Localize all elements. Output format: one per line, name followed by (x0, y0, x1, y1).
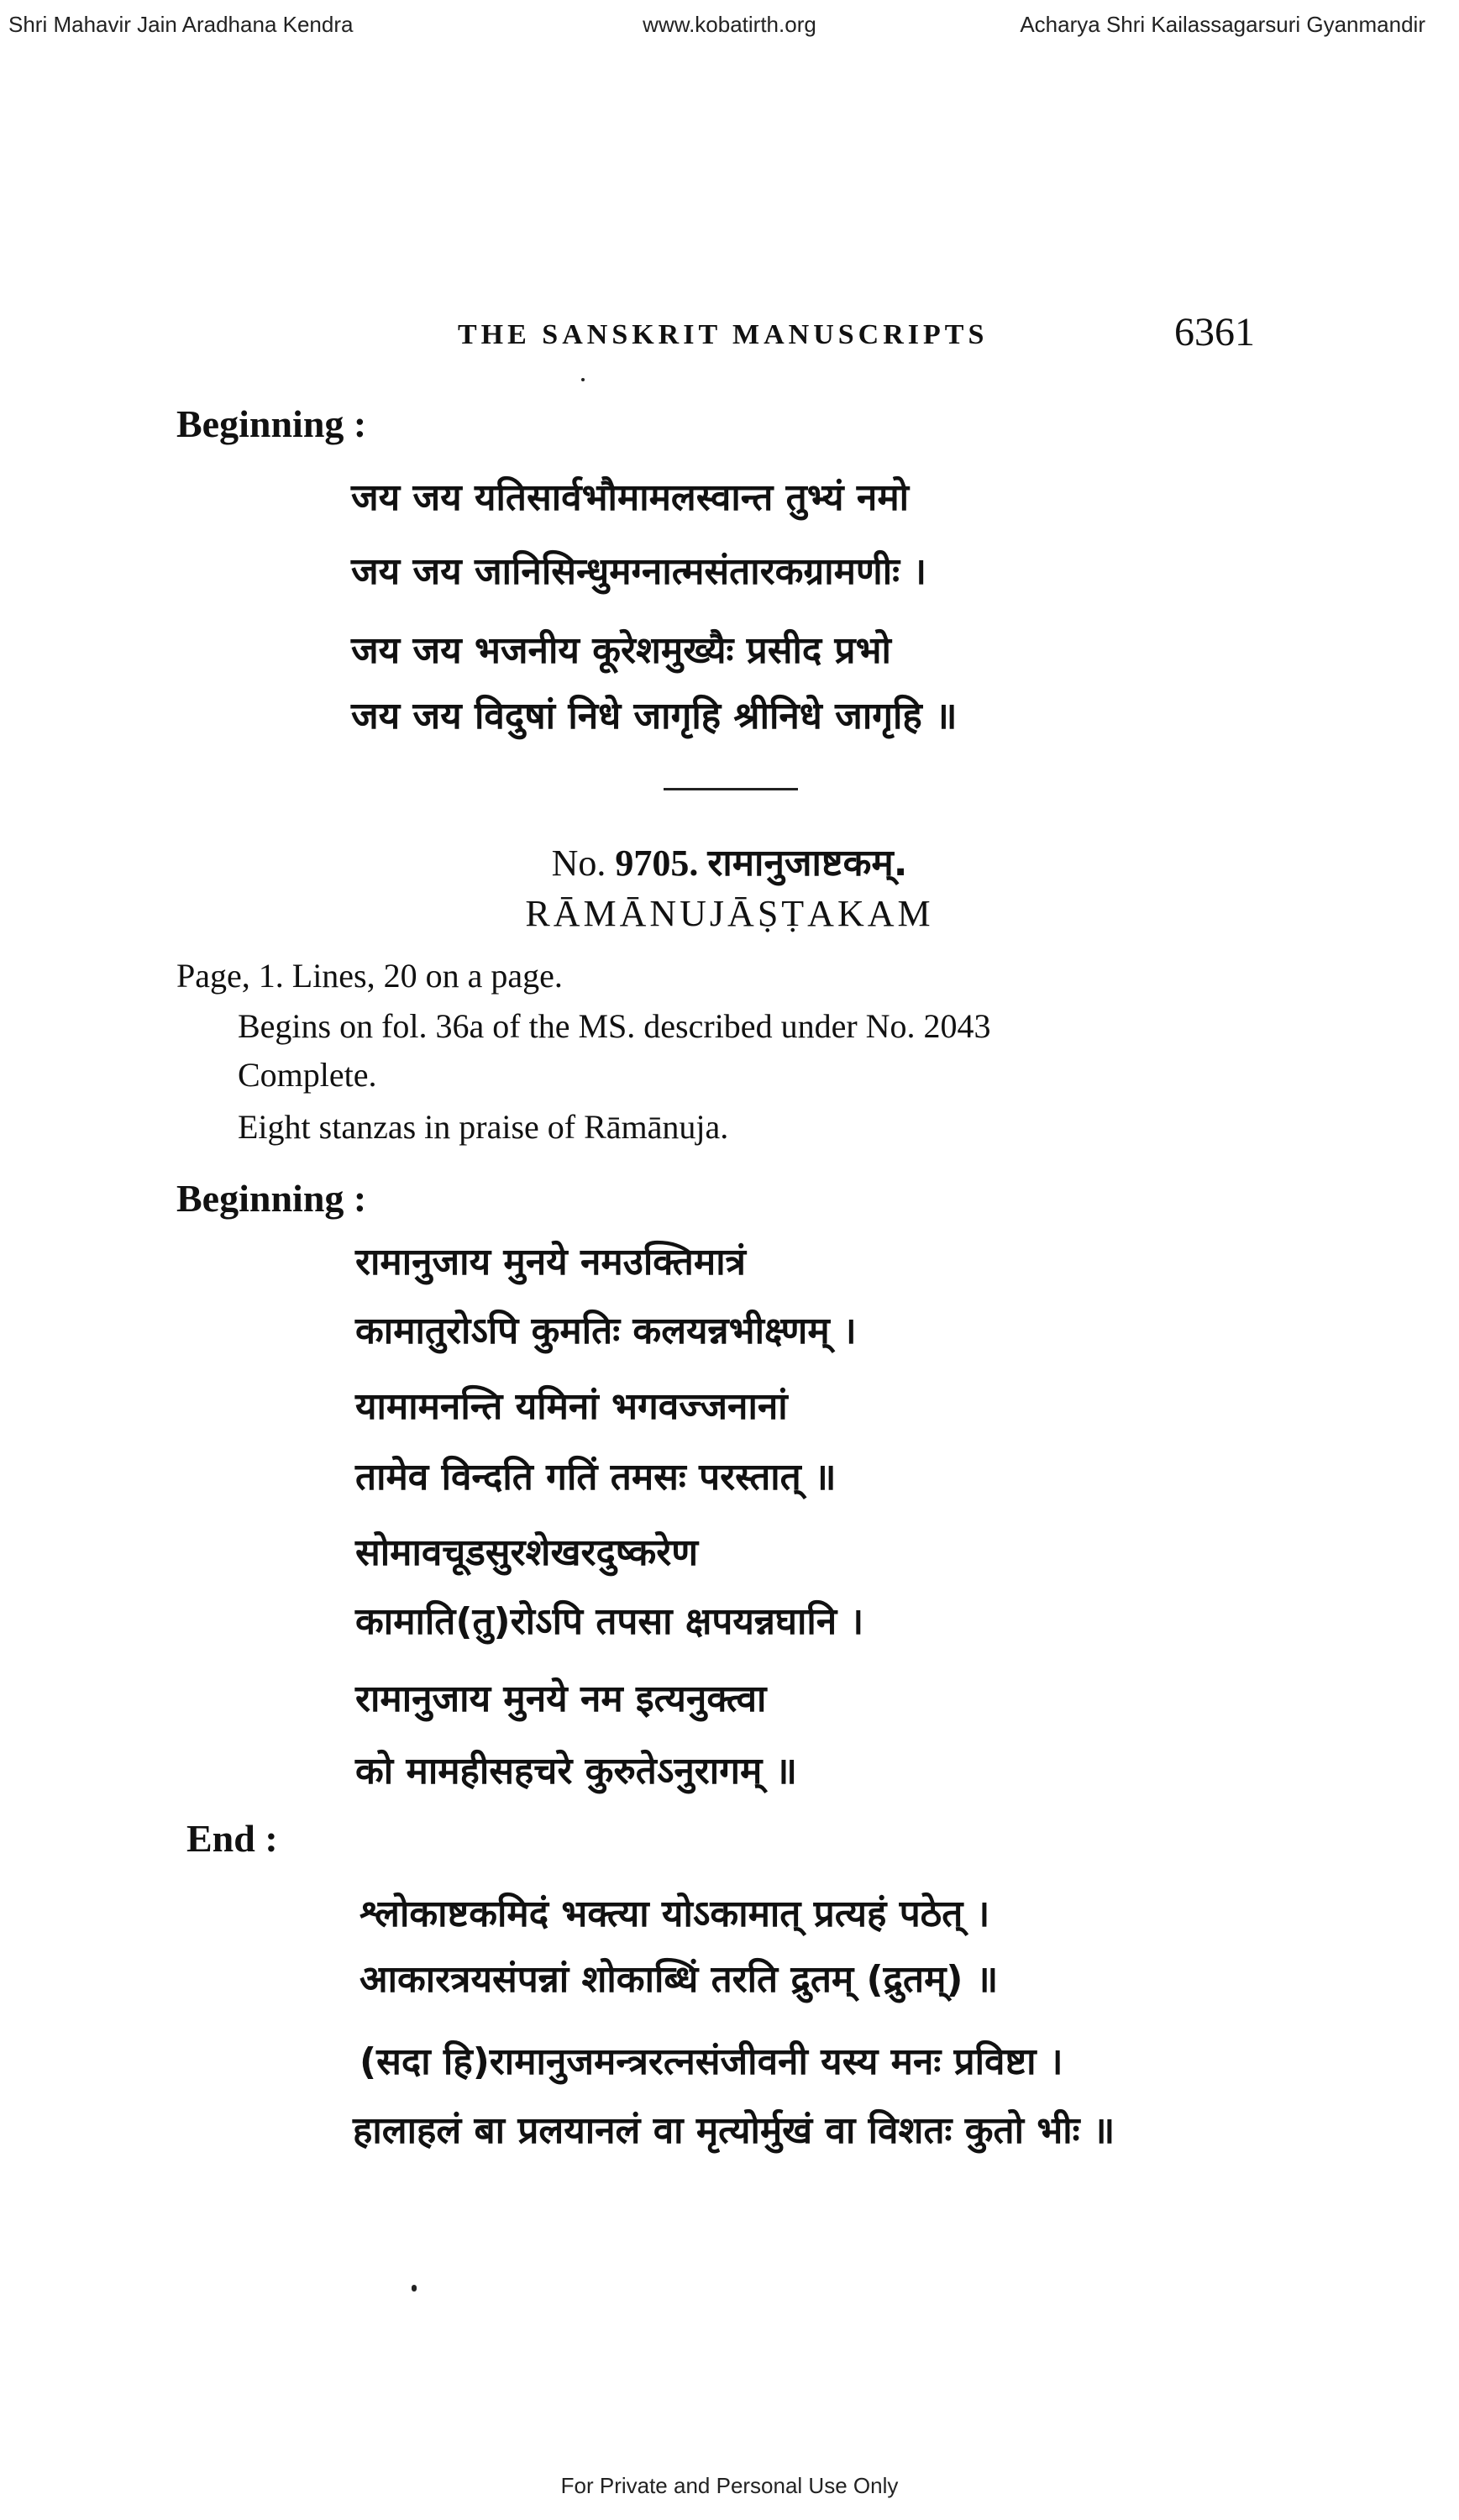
footer-text: For Private and Personal Use Only (560, 2473, 899, 2498)
end-label: End : (186, 1817, 278, 1860)
entry-roman-title: RĀMĀNUJĀṢṬAKAM (525, 893, 934, 934)
beginning-label: Beginning : (176, 1177, 367, 1220)
beginning-line: तामेव विन्दति गतिं तमसः परस्तात् ॥ (355, 1456, 837, 1499)
entry-number: 9705. (615, 843, 699, 884)
end-line: (सदा हि)रामानुजमन्त्ररत्नसंजीवनी यस्य मनः प्रविष्टा । (360, 2040, 1063, 2083)
entry-description: Eight stanzas in praise of Rāmānuja. (238, 1108, 729, 1146)
end-line: हालाहलं बा प्रलयानलं वा मृत्योर्मुखं वा विशतः कुतो भीः ॥ (353, 2109, 1115, 2152)
header-left-text: Shri Mahavir Jain Aradhana Kendra (8, 12, 354, 37)
ink-speck (412, 2285, 417, 2292)
prev-beginning-line: जय जय जानिसिन्धुमग्नात्मसंतारकग्रामणीः । (351, 550, 927, 593)
entry-title (0, 836, 1459, 886)
beginning-line: रामानुजाय मुनये नम इत्यनुक्त्वा (355, 1677, 767, 1720)
end-line: आकारत्रयसंपन्नां शोकाब्धिं तरति द्रुतम् (द्रुतम्) ॥ (360, 1958, 999, 2001)
end-line: श्लोकाष्टकमिदं भक्त्या योऽकामात् प्रत्यहं पठेत् । (360, 1893, 990, 1935)
beginning-line: कामातुरोऽपि कुमतिः कलयन्नभीक्ष्णम् । (355, 1310, 857, 1352)
page-number: 6361 (1174, 310, 1255, 354)
entry-page-lines: Page, 1. Lines, 20 on a page. (176, 957, 563, 995)
prev-beginning-line: जय जय यतिसार्वभौमामलस्वान्त तुभ्यं नमो (351, 476, 910, 519)
beginning-line: यामामनन्ति यमिनां भगवज्जनानां (355, 1385, 788, 1428)
entry-sanskrit-title: रामानुजाष्टकम्. (707, 842, 908, 885)
entry-begins-on: Begins on fol. 36a of the MS. described under No. 2043 (238, 1007, 991, 1045)
beginning-line: सोमावचूडसुरशेखरदुष्करेण (355, 1531, 699, 1574)
entry-complete: Complete. (238, 1056, 377, 1094)
running-head: THE SANSKRIT MANUSCRIPTS (458, 319, 989, 350)
prev-beginning-line: जय जय भजनीय कूरेशमुख्यैः प्रसीद प्रभो (351, 629, 891, 672)
header-center-url[interactable]: www.kobatirth.org (643, 12, 816, 37)
entry-no-label: No. (551, 843, 606, 884)
header-right-text: Acharya Shri Kailassagarsuri Gyanmandir (1020, 12, 1425, 37)
ink-speck (581, 378, 585, 381)
beginning-line: कामाति(तु)रोऽपि तपसा क्षपयन्नघानि । (355, 1600, 864, 1643)
beginning-line: रामानुजाय मुनये नमउक्तिमात्रं (355, 1241, 746, 1284)
section-divider (664, 788, 798, 790)
prev-beginning-line: जय जय विदुषां निधे जागृहि श्रीनिधे जागृहि ॥ (351, 695, 958, 738)
beginning-line: को मामहीसहचरे कुरुतेऽनुरागम् ॥ (355, 1750, 797, 1793)
prev-beginning-label: Beginning : (176, 402, 367, 445)
